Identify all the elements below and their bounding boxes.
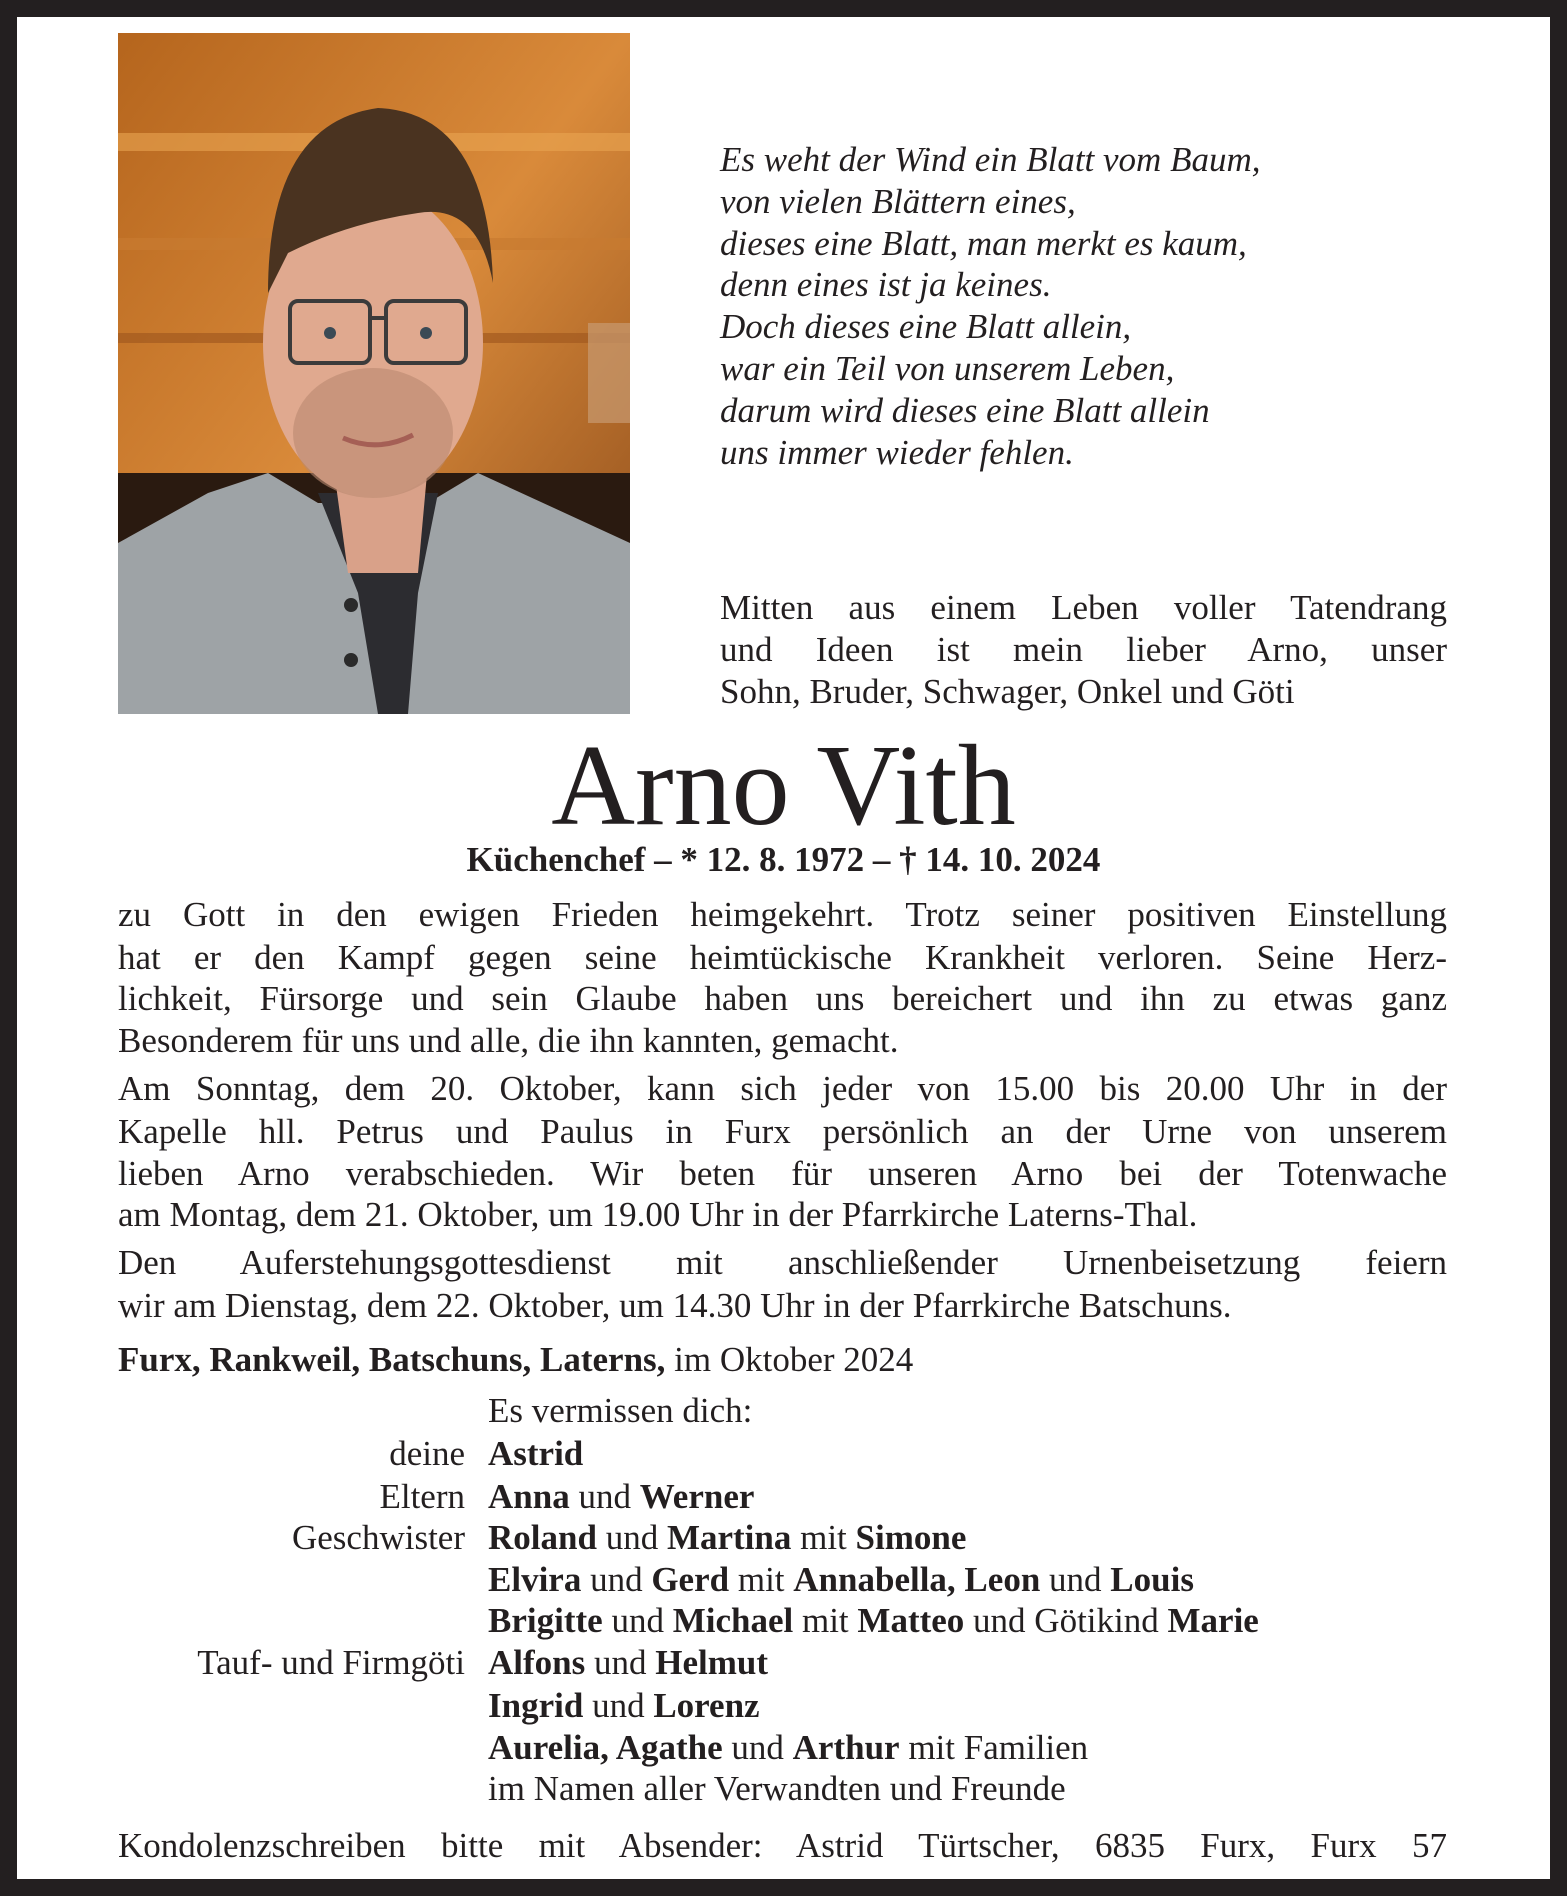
body-line: Kapelle hll. Petrus und Paulus in Furx persönlich an der Urne von unserem [118, 1112, 1447, 1151]
mourner-name: Brigitte [488, 1601, 603, 1640]
mourner-name: Gerd [651, 1560, 730, 1599]
family-names-row [488, 1768, 1066, 1810]
occupation-dates: Küchenchef – * 12. 8. 1972 – † 14. 10. 2024 [466, 840, 1101, 879]
connector-text: im Namen aller Verwandten und Freunde [488, 1769, 1066, 1808]
family-names-row [488, 1433, 583, 1475]
body-line: lichkeit, Fürsorge und sein Glaube haben uns bereichert und ihn zu etwas ganz [118, 979, 1447, 1018]
connector-text: und [722, 1728, 793, 1767]
mourner-name: Lorenz [653, 1686, 760, 1725]
body-line: lieben Arno verabschieden. Wir beten für unseren Arno bei der Totenwache [118, 1154, 1447, 1193]
connector-text: und [596, 1518, 667, 1557]
mourner-name: Louis [1110, 1560, 1194, 1599]
body-line: zu Gott in den ewigen Frieden heimgekehrt. Trotz seiner positiven Einstellung [118, 895, 1447, 934]
body-line: Den Auferstehungsgottesdienst mit anschließender Urnenbeisetzung feiern [118, 1243, 1447, 1282]
mourner-name: Ingrid [488, 1686, 584, 1725]
relation-label: Eltern [379, 1477, 465, 1516]
connector-text: und [583, 1686, 654, 1725]
family-heading: Es vermissen dich: [488, 1391, 753, 1430]
body-line: am Montag, dem 21. Oktober, um 19.00 Uhr in der Pfarrkirche Laterns-Thal. [118, 1195, 1198, 1234]
connector-text: und [585, 1643, 656, 1682]
connector-text: und [1040, 1560, 1111, 1599]
family-names-row [488, 1517, 966, 1559]
connector-text: mit [791, 1518, 856, 1557]
places: Furx, Rankweil, Batschuns, Laterns, [118, 1340, 666, 1379]
relation-label: deine [389, 1434, 465, 1473]
intro-line: und Ideen ist mein lieber Arno, unser [720, 630, 1447, 669]
mourner-name: Martina [666, 1518, 792, 1557]
relation-label: Geschwister [291, 1518, 465, 1557]
family-names-row [488, 1685, 760, 1727]
poem-line: Doch dieses eine Blatt allein, [720, 307, 1132, 347]
mourner-name: Matteo [857, 1601, 965, 1640]
mourner-name: Marie [1167, 1601, 1259, 1640]
mourner-name: Arthur [792, 1728, 900, 1767]
body-line: Am Sonntag, dem 20. Oktober, kann sich jeder von 15.00 bis 20.00 Uhr in der [118, 1069, 1447, 1108]
date: im Oktober 2024 [665, 1340, 914, 1379]
portrait-photo [118, 33, 630, 714]
mourner-name: Helmut [655, 1643, 769, 1682]
intro-line: Mitten aus einem Leben voller Tatendrang [720, 588, 1447, 627]
relation-label: Tauf- und Firmgöti [197, 1643, 465, 1682]
connector-text: und Götikind [964, 1601, 1168, 1640]
connector-text: und [569, 1477, 640, 1516]
mourner-name: Aurelia, Agathe [488, 1728, 723, 1767]
mourner-name: Roland [488, 1518, 597, 1557]
poem-line: von vielen Blättern eines, [720, 181, 1076, 221]
poem-line: Es weht der Wind ein Blatt vom Baum, [720, 140, 1261, 179]
connector-text: und [581, 1560, 652, 1599]
mourner-name: Annabella, Leon [793, 1560, 1041, 1599]
mourner-name: Werner [639, 1477, 755, 1516]
mourner-name: Elvira [488, 1560, 582, 1599]
body-line: hat er den Kampf gegen seine heimtückische Krankheit verloren. Seine Herz- [118, 938, 1447, 977]
mourner-name: Michael [672, 1601, 794, 1640]
body-line: wir am Dienstag, dem 22. Oktober, um 14.30 Uhr in der Pfarrkirche Batschuns. [118, 1286, 1232, 1325]
connector-text: mit Familien [899, 1728, 1089, 1767]
place-date-line [118, 1339, 1447, 1381]
poem-line: denn eines ist ja keines. [720, 265, 1052, 305]
mourner-name: Astrid [488, 1434, 584, 1473]
condolence-address: Kondolenzschreiben bitte mit Absender: Astrid Türtscher, 6835 Furx, Furx 57 [118, 1826, 1447, 1865]
family-names-row [488, 1727, 1088, 1769]
body-line: Besonderem für uns und alle, die ihn kannten, gemacht. [118, 1021, 899, 1060]
intro-line: Sohn, Bruder, Schwager, Onkel und Göti [720, 672, 1295, 711]
family-names-row [488, 1559, 1194, 1601]
poem-line: dieses eine Blatt, man merkt es kaum, [720, 223, 1247, 263]
poem-line: darum wird dieses eine Blatt allein [720, 390, 1210, 430]
poem-line: uns immer wieder fehlen. [720, 432, 1074, 472]
poem-line: war ein Teil von unserem Leben, [720, 349, 1175, 388]
mourner-name: Anna [488, 1477, 570, 1516]
family-names-row [488, 1476, 754, 1518]
connector-text: und [602, 1601, 673, 1640]
family-names-row [488, 1600, 1259, 1642]
connector-text: mit [793, 1601, 858, 1640]
mourner-name: Alfons [488, 1643, 586, 1682]
family-names-row [488, 1642, 768, 1684]
deceased-name: Arno Vith [551, 722, 1016, 850]
mourner-name: Simone [855, 1518, 967, 1557]
connector-text: mit [729, 1560, 794, 1599]
